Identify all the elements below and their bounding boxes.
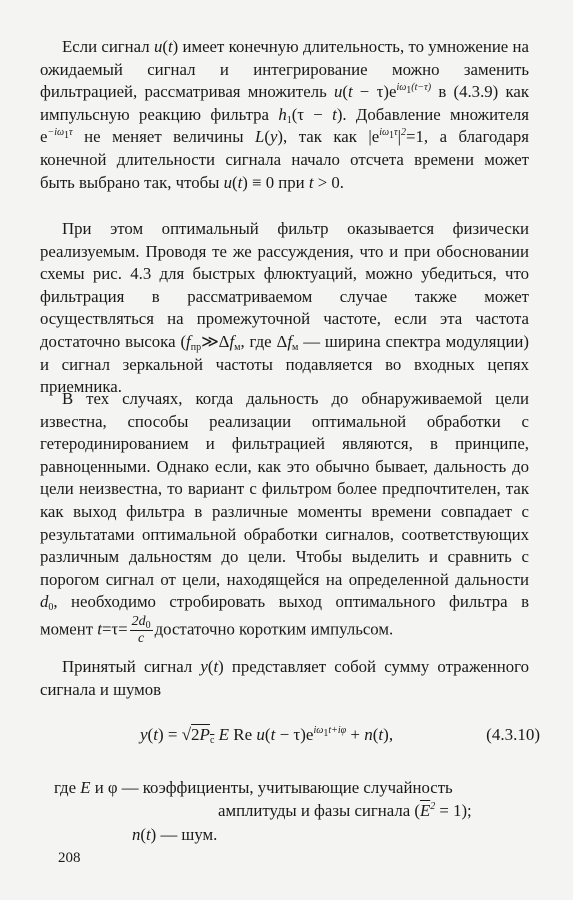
- page-number: 208: [58, 850, 81, 866]
- definition-line-2: амплитуды и фазы сигнала $(\overline{E}^2 = 1)$;: [218, 801, 472, 820]
- equation-4-3-10: [140, 725, 540, 745]
- definition-line-3: n(t) — шум.: [132, 825, 218, 844]
- definition-line-1: где E и φ — коэффициенты, учитывающие случайность: [54, 778, 453, 797]
- equation-formula: $y(t) = √2P_c$ E Re $u(t - \tau)e^{i\omega_1t+i\varphi} + n(t)$,: [140, 725, 394, 746]
- paragraph-2: При этом оптимальный фильтр оказывается физически реализуемым. Проводя те же рассуждения, что и при обосновании схемы рис. 4.3 для быстрых флюктуаций, можно убедиться, что фильтрация в рассматриваемом случае также может осуществляться на промежуточной частоте, если эта частота достаточно высока ($f_{пр}≫\Delta f_м$, где $\Delta f_м$ — ширина спектра модуляции) и сигнал зеркальной частоты подавляется во входных цепях приемника.: [40, 219, 530, 397]
- equation-number: (4.3.10): [486, 725, 540, 744]
- paragraph-3: В тех случаях, когда дальность до обнаруживаемой цели известна, способы реализации оптимальной обработки с гетеродинированием и фильтрацией являются, в принципе, равноценными. Однако если, как это обычно бывает, дальность до цели неизвестна, то вариант с фильтром более предпочтителен, так как выход фильтра в различные моменты времени совпадает с результатами оптимальной обработки сигналов, соответствующих различным дальностям до цели. Чтобы выделить и сравнить с порогом сигнал от цели, находящейся на определенной дальности $d_0$, необходимо стробировать выход оптимального фильтра в момент t=τ= $\frac{2d_0}{c}$ достаточно коротким импульсом.: [40, 389, 529, 646]
- paragraph-1: Если сигнал u(t) имеет конечную длительность, то умножение на ожидаемый сигнал и интегрирование можно заменить фильтрацией, рассматривая множитель $u(t - \tau)e^{i\omega_1(t-\tau)}$ в (4.3.9) как импульсную реакцию фильтра $h_1(\tau - t)$. Добавление множителя $e^{-i\omega_1\tau}$ не меняет величины L(y), так как $|e^{i\omega_1\tau}|^2=1$, а благодаря конечной длительности сигнала начало отсчета времени может быть выбрано так, чтобы u(t) ≡ 0 при t > 0.: [40, 37, 530, 192]
- paragraph-4: Принятый сигнал y(t) представляет собой сумму отраженного сигнала и шумов: [40, 657, 529, 699]
